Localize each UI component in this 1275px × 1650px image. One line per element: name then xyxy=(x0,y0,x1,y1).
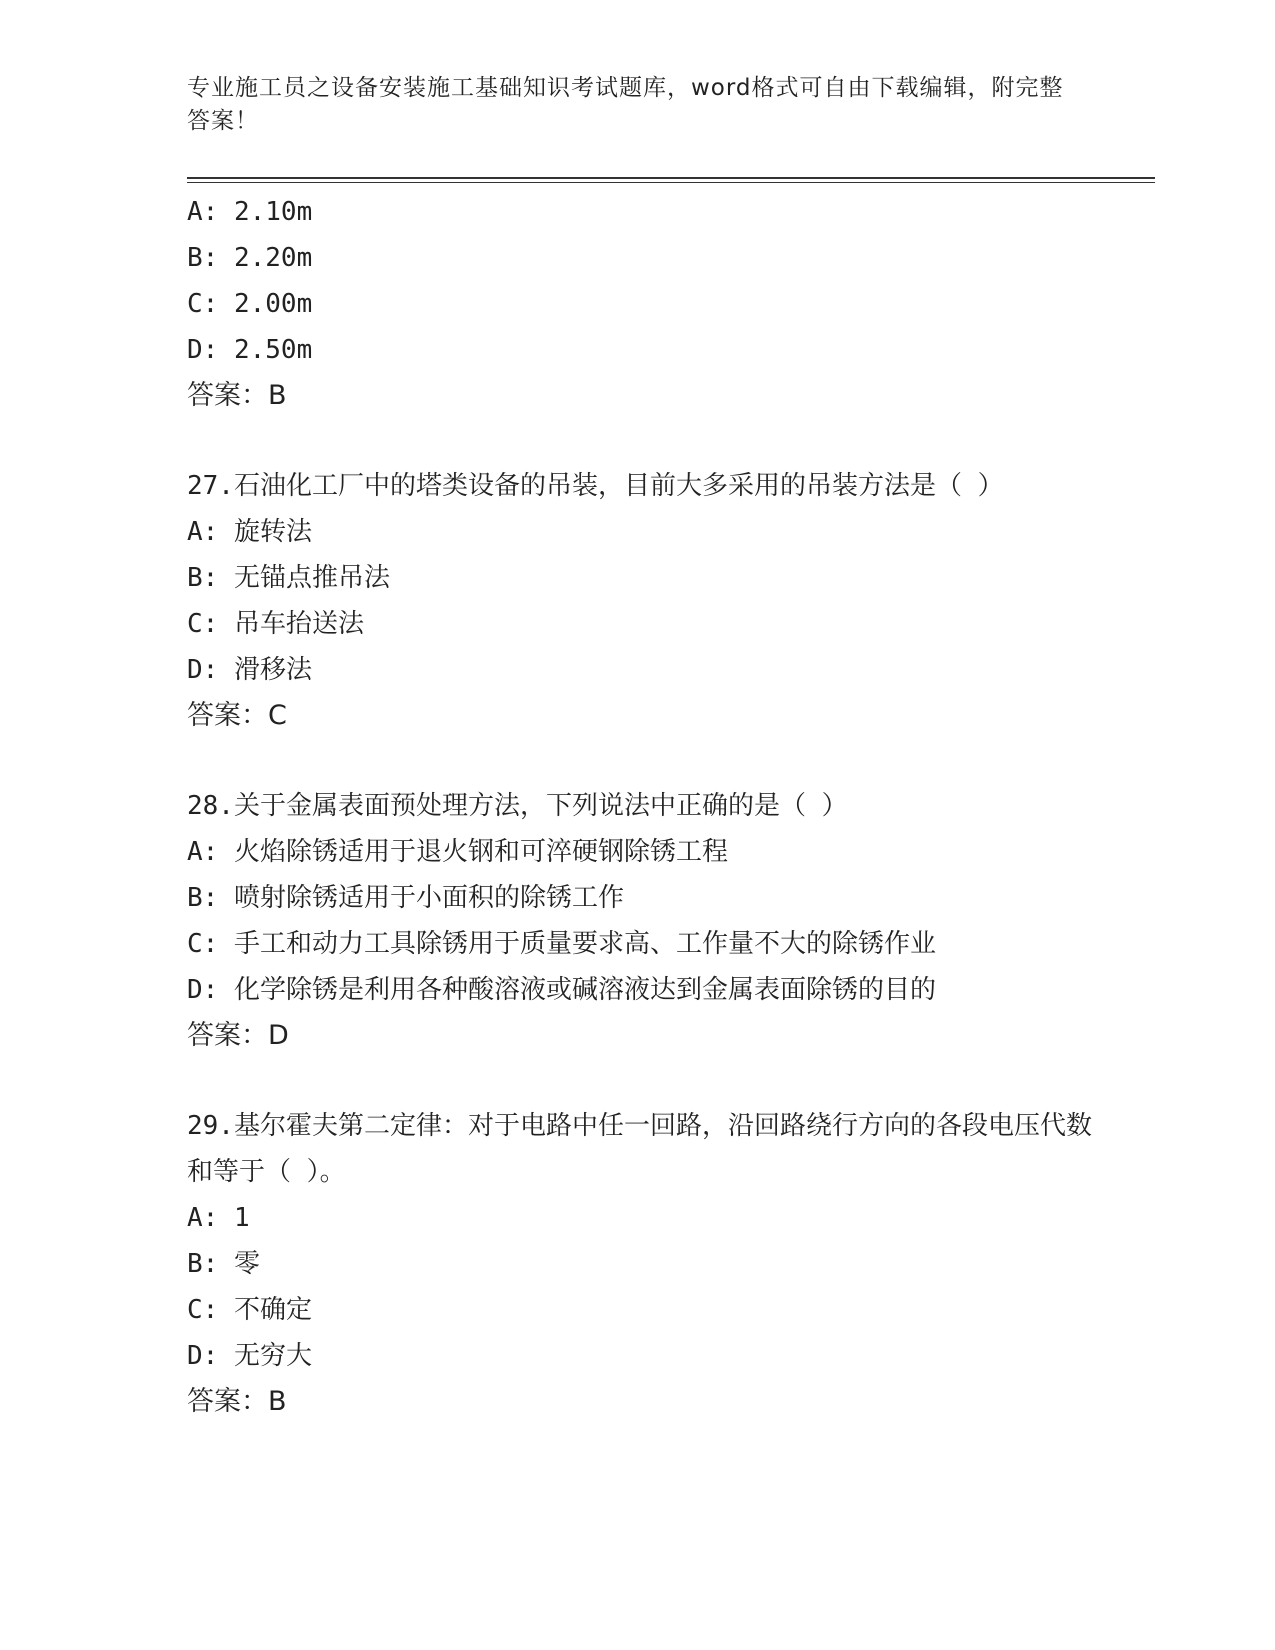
answer-line: 答案：B xyxy=(187,1386,287,1417)
question-block xyxy=(187,783,1107,1059)
header-rule-thick xyxy=(187,177,1155,179)
option-a: A: 1 xyxy=(187,1203,250,1233)
answer-line: 答案：D xyxy=(187,1020,289,1051)
option-c: C: 不确定 xyxy=(187,1295,312,1325)
question-block xyxy=(187,463,1107,739)
question-block xyxy=(187,1103,1107,1425)
option-b: B: 无锚点推吊法 xyxy=(187,563,390,593)
option-a: A: 火焰除锈适用于退火钢和可淬硬钢除锈工程 xyxy=(187,837,728,867)
option-b: B: 2.20m xyxy=(187,243,313,273)
question-stem: 28.关于金属表面预处理方法，下列说法中正确的是（ ） xyxy=(187,791,848,821)
option-b: B: 零 xyxy=(187,1249,260,1279)
question-list xyxy=(187,189,1107,1425)
option-d: D: 无穷大 xyxy=(187,1341,312,1371)
option-a: A: 2.10m xyxy=(187,197,313,227)
option-c: C: 2.00m xyxy=(187,289,313,319)
option-c: C: 手工和动力工具除锈用于质量要求高、工作量不大的除锈作业 xyxy=(187,929,936,959)
question-stem: 29.基尔霍夫第二定律：对于电路中任一回路，沿回路绕行方向的各段电压代数和等于（ ）。 xyxy=(187,1111,1092,1187)
document-header: 专业施工员之设备安装施工基础知识考试题库，word格式可自由下载编辑，附完整答案！ xyxy=(187,75,1064,134)
answer-line: 答案：B xyxy=(187,380,287,411)
answer-line: 答案：C xyxy=(187,700,287,731)
option-a: A: 旋转法 xyxy=(187,517,312,547)
option-d: D: 滑移法 xyxy=(187,655,312,685)
question-stem: 27.石油化工厂中的塔类设备的吊装，目前大多采用的吊装方法是（ ） xyxy=(187,471,1004,501)
option-d: D: 化学除锈是利用各种酸溶液或碱溶液达到金属表面除锈的目的 xyxy=(187,975,936,1005)
option-b: B: 喷射除锈适用于小面积的除锈工作 xyxy=(187,883,624,913)
question-block xyxy=(187,189,1107,419)
option-c: C: 吊车抬送法 xyxy=(187,609,364,639)
option-d: D: 2.50m xyxy=(187,335,313,365)
header-rule-thin xyxy=(187,182,1155,183)
